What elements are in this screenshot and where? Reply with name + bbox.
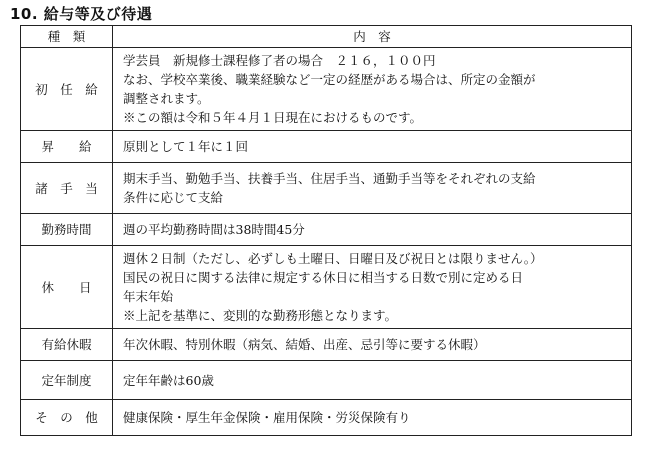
row-content-allowances	[113, 163, 632, 214]
row-label-starting-salary: 初 任 給	[21, 48, 113, 131]
content-line: 国民の祝日に関する法律に規定する休日に相当する日数で別に定める日	[123, 270, 524, 285]
row-content-retirement	[113, 361, 632, 400]
row-content-other	[113, 400, 632, 436]
row-content-holidays	[113, 246, 632, 329]
table-row	[21, 400, 632, 436]
table-row	[21, 131, 632, 163]
row-content-paid-leave	[113, 329, 632, 361]
content-line: なお、学校卒業後、職業経験など一定の経歴がある場合は、所定の金額が	[123, 72, 536, 87]
row-label-retirement: 定年制度	[21, 361, 113, 400]
content-line: 学芸員 新規修士課程修了者の場合 ２１６，１００円	[123, 53, 436, 68]
row-label-working-hours: 勤務時間	[21, 214, 113, 246]
row-content-starting-salary	[113, 48, 632, 131]
row-label-other: そ の 他	[21, 400, 113, 436]
content-line: 年末年始	[123, 289, 174, 304]
row-content-raise	[113, 131, 632, 163]
content-line: 原則として１年に１回	[123, 139, 249, 154]
content-line: ※この額は令和５年４月１日現在におけるものです。	[123, 110, 423, 125]
content-line: 調整されます。	[123, 91, 210, 106]
content-line: 年次休暇、特別休暇（病気、結婚、出産、忌引等に要する休暇）	[123, 337, 486, 352]
header-kind: 種 類	[21, 26, 113, 48]
row-label-allowances: 諸 手 当	[21, 163, 113, 214]
table-row	[21, 329, 632, 361]
row-label-holidays: 休 日	[21, 246, 113, 329]
content-line: 期末手当、勤勉手当、扶養手当、住居手当、通勤手当等をそれぞれの支給	[123, 171, 536, 186]
section-heading: 10. 給与等及び待遇	[10, 5, 153, 23]
table-row	[21, 361, 632, 400]
content-line: 定年年齢は60歳	[123, 372, 214, 388]
content-line: 健康保険・厚生年金保険・雇用保険・労災保険有り	[123, 410, 411, 425]
row-content-working-hours	[113, 214, 632, 246]
row-label-raise: 昇 給	[21, 131, 113, 163]
row-label-paid-leave: 有給休暇	[21, 329, 113, 361]
table-row	[21, 246, 632, 329]
content-line: ※上記を基準に、変則的な勤務形態となります。	[123, 308, 398, 323]
benefits-table	[20, 25, 632, 436]
header-content: 内 容	[113, 26, 632, 48]
content-line: 週休２日制（ただし、必ずしも土曜日、日曜日及び祝日とは限りません。）	[123, 251, 543, 266]
table-row	[21, 48, 632, 131]
content-line: 週の平均勤務時間は38時間45分	[123, 222, 305, 237]
content-line: 条件に応じて支給	[123, 190, 224, 205]
table-row	[21, 214, 632, 246]
table-header-row	[21, 26, 632, 48]
table-row	[21, 163, 632, 214]
